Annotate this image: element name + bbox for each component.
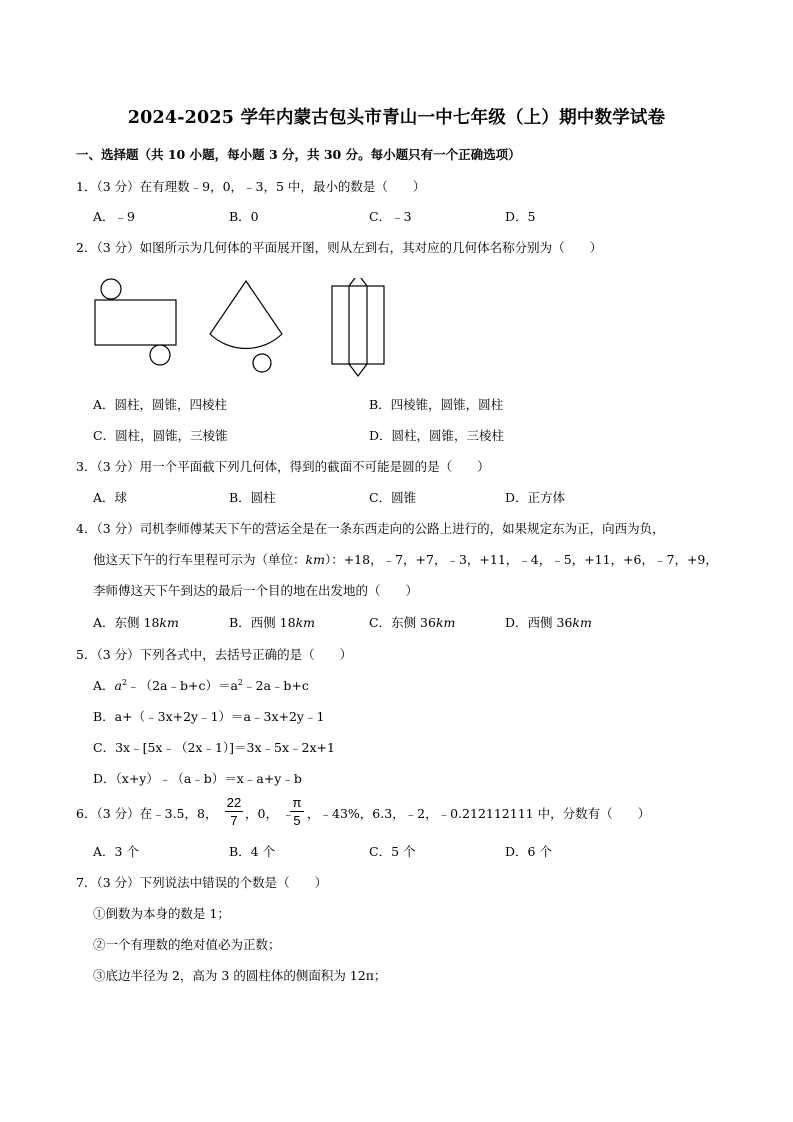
fraction-22-over-7: 22 7 — [226, 795, 242, 828]
prism-side-faces — [332, 286, 384, 364]
question-6-stem-mid: ，0， — [245, 806, 278, 821]
question-1-option-a: A．﹣9 — [93, 209, 135, 224]
question-5-stem: 5．（3 分）下列各式中，去括号正确的是（ ） — [76, 647, 353, 662]
question-3-option-b: B．圆柱 — [229, 490, 276, 505]
question-3-option-c: C．圆锥 — [369, 490, 417, 505]
fraction-pi-over-5: π 5 — [290, 795, 304, 828]
question-6-stem-post: ，﹣43%，6.3，﹣2，﹣0.212112111 中，分数有（ ） — [307, 806, 651, 821]
question-3-option-a: A．球 — [93, 490, 128, 505]
question-6-option-a: A．3 个 — [93, 844, 139, 859]
section-heading: 一、选择题（共 10 小题，每小题 3 分，共 30 分。每小题只有一个正确选项） — [76, 147, 521, 162]
cone-sector — [210, 281, 282, 348]
question-3-stem: 3．（3 分）用一个平面截下列几何体，得到的截面不可能是圆的是（ ） — [76, 459, 490, 474]
question-4-stem-line-1: 4．（3 分）司机李师傅某天下午的营运全是在一条东西走向的公路上进行的，如果规定东为正，向西为负， — [76, 521, 665, 536]
question-2-option-d: D．圆柱，圆锥，三棱柱 — [369, 428, 505, 443]
question-6-option-d: D．6 个 — [505, 844, 552, 859]
cylinder-top-circle — [101, 279, 121, 299]
net-figures — [90, 278, 410, 378]
question-5-option-c: C．3x﹣[5x﹣（2x﹣1）]＝3x﹣5x﹣2x+1 — [93, 740, 335, 755]
question-6-minus-sign: ﹣ — [282, 806, 295, 821]
question-1-stem: 1．（3 分）在有理数﹣9，0，﹣3，5 中，最小的数是（ ） — [76, 179, 426, 194]
question-7-stem: 7．（3 分）下列说法中错误的个数是（ ） — [76, 875, 328, 890]
question-3-option-d: D．正方体 — [505, 490, 566, 505]
question-6-option-c: C．5 个 — [369, 844, 416, 859]
question-5-option-a: A．$a^2﹣(2a﹣b+c)=a^2﹣2a﹣b+c$ — [93, 677, 309, 693]
question-7-item-2: ②一个有理数的绝对值必为正数； — [93, 937, 281, 952]
question-5-option-d: D．（x+y）﹣（a﹣b）＝x﹣a+y﹣b — [93, 771, 302, 786]
cone-base-circle — [253, 354, 271, 372]
question-1-option-c: C．﹣3 — [369, 209, 412, 224]
question-4-option-c: C．东侧 36km — [369, 615, 456, 630]
question-2-stem: 2．（3 分）如图所示为几何体的平面展开图，则从左到右，其对应的几何体名称分别为（ ） — [76, 240, 603, 255]
question-7-item-3: ③底边半径为 2，高为 3 的圆柱体的侧面积为 12π； — [93, 968, 387, 983]
prism-bottom-triangle — [349, 364, 367, 376]
question-1-option-d: D．5 — [505, 209, 536, 224]
question-6-option-b: B．4 个 — [229, 844, 276, 859]
question-6-stem-pre: 6．（3 分）在﹣3.5，8， — [76, 806, 218, 821]
question-2-option-a: A．圆柱，圆锥，四棱柱 — [93, 397, 228, 412]
question-4-option-b: B．西侧 18km — [229, 615, 316, 630]
page-title: 2024-2025 学年内蒙古包头市青山一中七年级（上）期中数学试卷 — [127, 108, 666, 128]
question-4-stem-line-2: 他这天下午的行车里程可示为（单位：km）：+18，﹣7，+7，﹣3，+11，﹣4，﹣5，+11，+6，﹣7，+9， — [93, 552, 718, 567]
cylinder-bottom-circle — [150, 345, 170, 365]
question-5-option-b: B．a+（﹣3x+2y﹣1）＝a﹣3x+2y﹣1 — [93, 709, 325, 724]
question-2-option-c: C．圆柱，圆锥，三棱锥 — [93, 428, 228, 443]
question-4-option-d: D．西侧 36km — [505, 615, 592, 630]
question-4-stem-line-3: 李师傅这天下午到达的最后一个目的地在出发地的（ ） — [93, 583, 419, 598]
cylinder-side-rect — [95, 300, 176, 345]
question-2-option-b: B．四棱锥，圆锥，圆柱 — [369, 397, 504, 412]
question-1-option-b: B．0 — [229, 209, 259, 224]
question-7-item-1: ①倒数为本身的数是 1； — [93, 906, 230, 921]
prism-top-triangle — [349, 278, 367, 286]
question-4-option-a: A．东侧 18km — [93, 615, 179, 630]
